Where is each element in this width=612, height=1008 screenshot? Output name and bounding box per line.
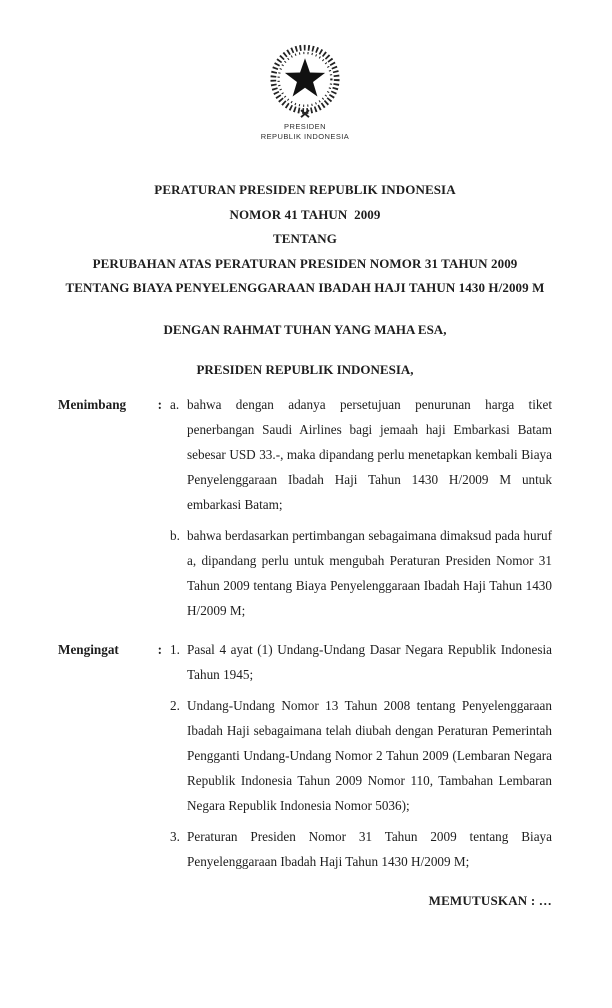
item-text: bahwa dengan adanya persetujuan penurunan harga tiket penerbangan Saudi Airlines bagi jemaah haji Embarkasi Batam sebesar USD 33.-, maka dipandang perlu menetapkan kembali Biaya Penyelenggaraan Ibadah Haji Tahun 1430 H/2009 M untuk embarkasi Batam; [187,396,552,512]
seal-caption-line-1: PRESIDEN [284,122,326,131]
legal-basis-item-2 [170,693,552,818]
title-line-1: PERATURAN PRESIDEN REPUBLIK INDONESIA [154,182,456,197]
title-line-4: PERUBAHAN ATAS PERATURAN PRESIDEN NOMOR 31 TAHUN 2009 [92,255,518,271]
menimbang-section [58,392,552,623]
title-line-2: NOMOR 41 TAHUN 2009 [229,206,381,222]
item-marker: 2. [170,697,180,713]
menimbang-items [162,392,552,623]
seal-caption-line-2: REPUBLIK INDONESIA [260,132,350,141]
item-marker: 3. [170,828,180,844]
mengingat-label-colon: : [157,641,162,657]
mengingat-label-text: Mengingat [58,641,119,657]
title-line-3: TENTANG [272,231,338,246]
item-text: Undang-Undang Nomor 13 Tahun 2008 tentang Penyelenggaraan Ibadah Haji sebagaimana telah diubah dengan Peraturan Pemerintah Pengganti Undang-Undang Nomor 2 Tahun 2009 (Lembaran Negara Republik Indonesia Tahun 2009 Nomor 110, Tambahan Lembaran Negara Republik Indonesia Nomor 5036); [187,697,552,813]
consideration-item-a [170,392,552,517]
consideration-item-b [170,523,552,623]
presidential-seal-icon [261,38,349,126]
decision-heading: MEMUTUSKAN : … [428,892,552,908]
item-marker: b. [170,527,180,543]
regulation-title [58,178,552,301]
menimbang-label [58,392,162,417]
item-text: Pasal 4 ayat (1) Undang-Undang Dasar Negara Republik Indonesia Tahun 1945; [187,641,552,682]
mengingat-section [58,637,552,874]
menimbang-label-text: Menimbang [58,396,127,412]
menimbang-label-colon: : [157,396,162,412]
seal-caption [58,122,552,142]
legal-basis-item-3 [170,824,552,874]
invocation-line: DENGAN RAHMAT TUHAN YANG MAHA ESA, [163,321,447,337]
item-text: Peraturan Presiden Nomor 31 Tahun 2009 tentang Biaya Penyelenggaraan Ibadah Haji Tahun 1430 H/2009 M; [187,828,552,869]
legal-basis-item-1 [170,637,552,687]
item-text: bahwa berdasarkan pertimbangan sebagaimana dimaksud pada huruf a, dipandang perlu untuk mengubah Peraturan Presiden Nomor 31 Tahun 2009 tentang Biaya Penyelenggaraan Ibadah Haji Tahun 1430 H/2009 M; [187,527,552,618]
letterhead [58,38,552,142]
item-marker: a. [170,396,180,412]
mengingat-label [58,637,162,662]
item-marker: 1. [170,641,180,657]
authority-line: PRESIDEN REPUBLIK INDONESIA, [196,361,414,377]
title-line-5: TENTANG BIAYA PENYELENGGARAAN IBADAH HAJI TAHUN 1430 H/2009 M [65,280,545,295]
mengingat-items [162,637,552,874]
